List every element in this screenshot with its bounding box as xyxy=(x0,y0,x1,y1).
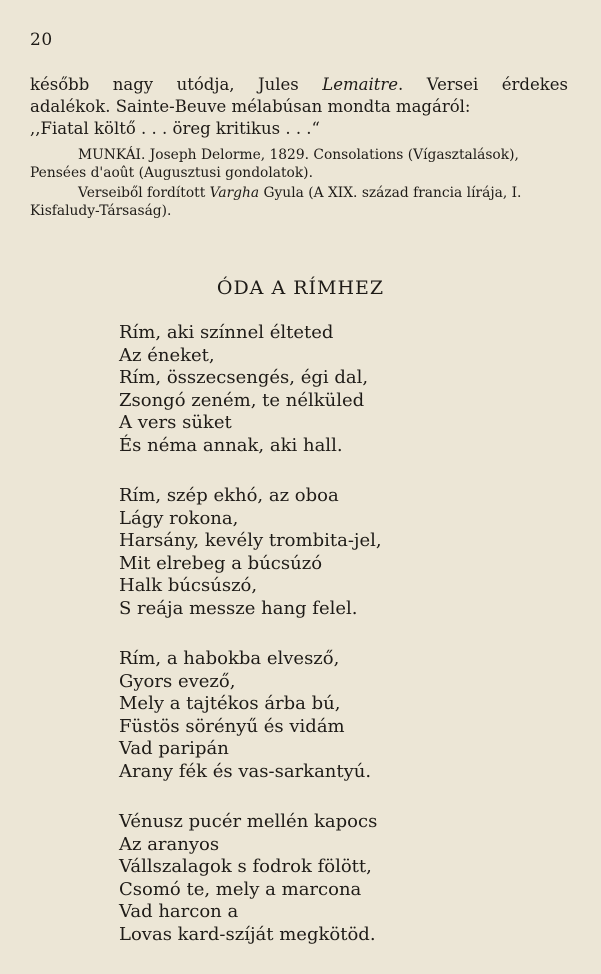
poem-line: Füstös sörényű és vidám xyxy=(119,715,345,737)
poem-line: Az aranyos xyxy=(119,833,220,855)
poem-stanza xyxy=(119,485,382,620)
poem-line: Vad harcon a xyxy=(119,901,239,922)
poem-line: Lovas kard-szíját megkötöd. xyxy=(119,923,376,945)
poem-stanza xyxy=(119,811,382,946)
poem-line: Arany fék és vas-sarkantyú. xyxy=(119,760,372,782)
page-number: 20 xyxy=(30,30,53,50)
poem-title: ÓDA A RÍMHEZ xyxy=(216,277,385,299)
poem-line: Rím, aki színnel élteted xyxy=(119,322,334,343)
works-note: MUNKÁI. Joseph Delorme, 1829. Consolations (Vígasztalások), Pensées d'août (Augusztusi gondolatok). xyxy=(30,147,519,181)
poem-line: Mit elrebeg a búcsúzó xyxy=(119,552,323,574)
intro-line-2: adalékok. Sainte-Beuve mélabúsan mondta magáról: xyxy=(30,97,471,116)
poem-stanza xyxy=(119,648,382,783)
bibliographic-notes xyxy=(30,146,568,220)
poem-line: Rím, a habokba elvesző, xyxy=(119,648,340,669)
poem-line: Zsongó zeném, te nélküled xyxy=(119,389,365,411)
poem-line: Vad paripán xyxy=(119,738,229,759)
poem-line: A vers süket xyxy=(119,412,232,433)
poem-line: Az éneket, xyxy=(119,344,215,366)
poem-line: És néma annak, aki hall. xyxy=(119,434,343,456)
intro-line-3: ,,Fiatal költő . . . öreg kritikus . . .“ xyxy=(30,119,320,138)
poem-line: Vállszalagok s fodrok fölött, xyxy=(119,856,372,877)
intro-line-1: később nagy utódja, Jules Lemaitre. Versei érdekes xyxy=(30,75,568,94)
poem-line: Vénusz pucér mellén kapocs xyxy=(119,811,378,832)
poem-line: Mely a tajtékos árba bú, xyxy=(119,693,341,714)
intro-text xyxy=(30,74,568,220)
poem-line: Rím, szép ekhó, az oboa xyxy=(119,485,339,506)
poem-body xyxy=(119,322,382,974)
poem-line: Harsány, kevély trombita-jel, xyxy=(119,530,382,551)
poem-line: S reája messze hang felel. xyxy=(119,597,358,619)
poem-line: Rím, összecsengés, égi dal, xyxy=(119,367,369,388)
translation-note: Verseiből fordított Vargha Gyula (A XIX. század francia lírája, I. Kisfaludy-Társaság). xyxy=(30,185,522,219)
poem-line: Csomó te, mely a marcona xyxy=(119,878,362,900)
poem-line: Halk búcsúszó, xyxy=(119,575,258,596)
poem-stanza xyxy=(119,322,382,457)
poem-line: Lágy rokona, xyxy=(119,507,239,529)
poem-line: Gyors evező, xyxy=(119,670,236,692)
